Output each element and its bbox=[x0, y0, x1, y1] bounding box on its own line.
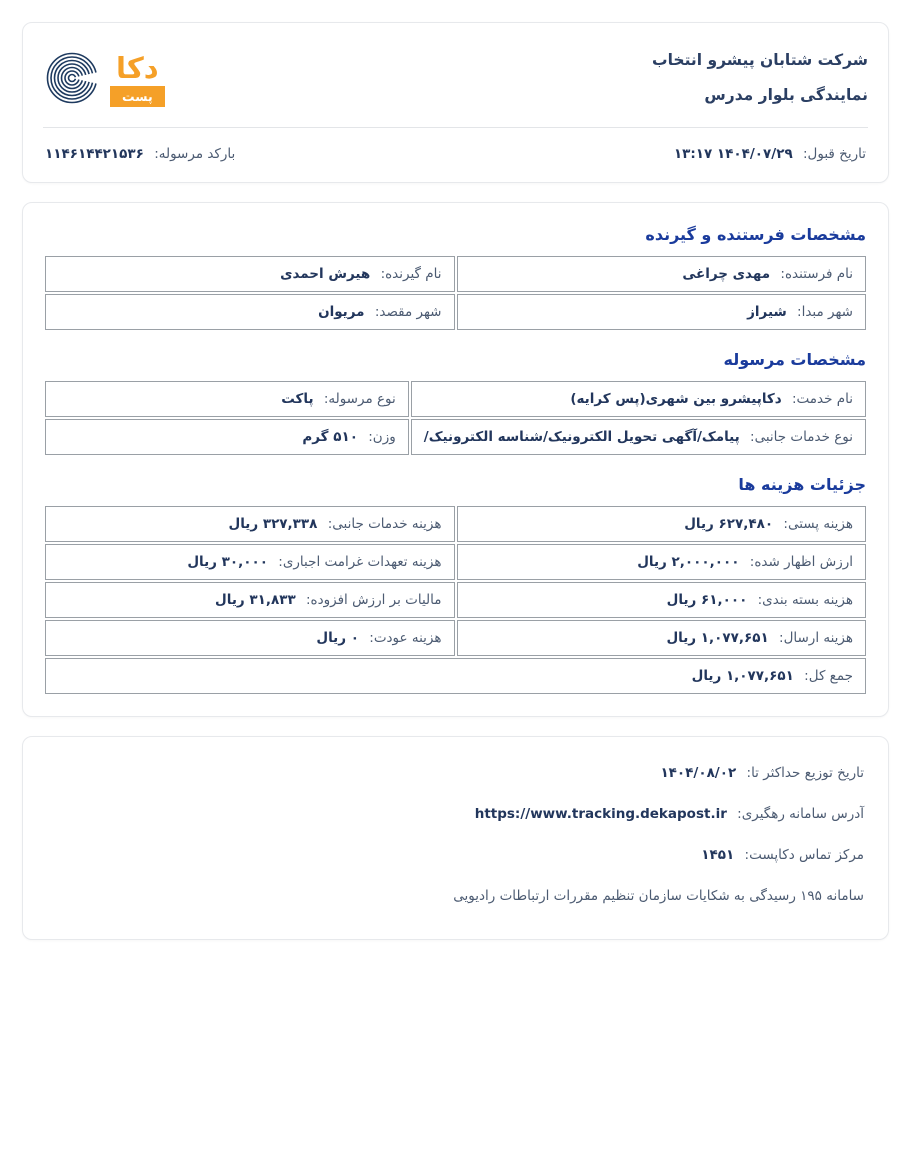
contact-center-line bbox=[47, 847, 864, 863]
grand-total-label: جمع کل: bbox=[804, 668, 853, 684]
vat-label: مالیات بر ارزش افزوده: bbox=[305, 592, 442, 608]
return-cost-cell bbox=[45, 620, 455, 656]
shipping-cost-cell bbox=[457, 620, 867, 656]
section-title-costs: جزئیات هزینه ها bbox=[738, 475, 866, 494]
tracking-url-label: آدرس سامانه رهگیری: bbox=[737, 806, 864, 822]
footer-card bbox=[22, 736, 889, 940]
table-row bbox=[45, 381, 866, 417]
max-delivery-date-label: تاریخ توزیع حداکثر تا: bbox=[746, 765, 864, 781]
declared-value-value: ۲,۰۰۰,۰۰۰ ریال bbox=[637, 554, 740, 570]
details-card bbox=[22, 202, 889, 717]
barcode-value: ۱۱۴۶۱۴۴۲۱۵۳۶ bbox=[45, 146, 144, 162]
grand-total-value: ۱,۰۷۷,۶۵۱ ریال bbox=[691, 668, 794, 684]
grand-total-cell bbox=[45, 658, 866, 694]
header-bottom-row bbox=[43, 128, 868, 172]
accept-date-value: ۱۴۰۴/۰۷/۲۹ ۱۳:۱۷ bbox=[673, 146, 793, 162]
company-agency: نمایندگی بلوار مدرس bbox=[704, 86, 868, 104]
receiver-name-value: هیرش احمدی bbox=[280, 266, 371, 282]
service-name-value: دکاپیشرو بین شهری(پس کرایه) bbox=[570, 391, 782, 407]
destination-city-value: مریوان bbox=[318, 304, 365, 320]
receiver-name-cell bbox=[45, 256, 455, 292]
receiver-name-label: نام گیرنده: bbox=[380, 266, 442, 282]
brand-text-deka: دکا bbox=[116, 51, 159, 86]
barcode-line bbox=[45, 146, 235, 162]
contact-center-label: مرکز تماس دکاپست: bbox=[744, 847, 864, 863]
dekapost-spiral-icon bbox=[43, 46, 107, 110]
header-top-row bbox=[43, 39, 868, 117]
vat-cell bbox=[45, 582, 455, 618]
destination-city-label: شهر مقصد: bbox=[374, 304, 442, 320]
complaints-system-line bbox=[47, 888, 864, 904]
section-title-sender-receiver: مشخصات فرستنده و گیرنده bbox=[645, 225, 866, 244]
accept-date-label: تاریخ قبول: bbox=[802, 146, 866, 162]
side-services-cost-label: هزینه خدمات جانبی: bbox=[327, 516, 442, 532]
sender-name-label: نام فرستنده: bbox=[780, 266, 853, 282]
compensation-cost-cell bbox=[45, 544, 455, 580]
sender-receiver-table bbox=[43, 254, 868, 332]
service-name-label: نام خدمت: bbox=[792, 391, 853, 407]
table-row-total bbox=[45, 658, 866, 694]
company-block bbox=[652, 43, 868, 113]
max-delivery-date-line bbox=[47, 765, 864, 781]
sender-name-value: مهدی چراغی bbox=[682, 266, 771, 282]
accept-date-line bbox=[674, 146, 866, 162]
brand-badge-post: پست bbox=[110, 86, 165, 107]
header-card bbox=[22, 22, 889, 183]
origin-city-value: شیراز bbox=[747, 304, 787, 320]
weight-cell bbox=[45, 419, 409, 455]
origin-city-label: شهر مبدا: bbox=[797, 304, 853, 320]
side-services-cost-value: ۳۲۷,۳۳۸ ریال bbox=[228, 516, 318, 532]
table-row bbox=[45, 620, 866, 656]
postal-cost-value: ۶۲۷,۴۸۰ ریال bbox=[684, 516, 774, 532]
section-title-parcel: مشخصات مرسوله bbox=[723, 350, 866, 369]
side-services-value: پیامک/آگهی تحویل الکترونیک/شناسه الکترونیک/ bbox=[423, 429, 740, 445]
return-cost-label: هزینه عودت: bbox=[369, 630, 442, 646]
parcel-type-cell bbox=[45, 381, 409, 417]
side-services-label: نوع خدمات جانبی: bbox=[750, 429, 853, 445]
receipt-page bbox=[22, 0, 889, 940]
parcel-type-value: پاکت bbox=[281, 391, 314, 407]
table-row bbox=[45, 582, 866, 618]
company-name: شرکت شتابان پیشرو انتخاب bbox=[652, 51, 868, 70]
destination-city-cell bbox=[45, 294, 455, 330]
postal-cost-label: هزینه پستی: bbox=[783, 516, 853, 532]
side-services-cell bbox=[411, 419, 866, 455]
tracking-url-value: https://www.tracking.dekapost.ir bbox=[474, 806, 727, 822]
contact-center-value: ۱۴۵۱ bbox=[701, 847, 735, 863]
sender-name-cell bbox=[457, 256, 867, 292]
packaging-cost-cell bbox=[457, 582, 867, 618]
shipping-cost-value: ۱,۰۷۷,۶۵۱ ریال bbox=[666, 630, 769, 646]
tracking-url-line bbox=[47, 806, 864, 822]
side-services-cost-cell bbox=[45, 506, 455, 542]
postal-cost-cell bbox=[457, 506, 867, 542]
weight-label: وزن: bbox=[368, 429, 396, 445]
costs-table bbox=[43, 504, 868, 696]
max-delivery-date-value: ۱۴۰۴/۰۸/۰۲ bbox=[660, 765, 737, 781]
dekapost-logo bbox=[43, 46, 165, 110]
declared-value-cell bbox=[457, 544, 867, 580]
table-row bbox=[45, 506, 866, 542]
shipping-cost-label: هزینه ارسال: bbox=[779, 630, 853, 646]
table-row bbox=[45, 544, 866, 580]
packaging-cost-value: ۶۱,۰۰۰ ریال bbox=[666, 592, 748, 608]
vat-value: ۳۱,۸۳۳ ریال bbox=[215, 592, 296, 608]
declared-value-label: ارزش اظهار شده: bbox=[749, 554, 853, 570]
service-name-cell bbox=[411, 381, 866, 417]
return-cost-value: ۰ ریال bbox=[316, 630, 359, 646]
table-row bbox=[45, 419, 866, 455]
weight-value: ۵۱۰ گرم bbox=[302, 429, 358, 445]
table-row bbox=[45, 256, 866, 292]
table-row bbox=[45, 294, 866, 330]
brand-column bbox=[110, 53, 165, 106]
compensation-cost-label: هزینه تعهدات غرامت اجباری: bbox=[278, 554, 442, 570]
complaints-system-text: سامانه ۱۹۵ رسیدگی به شکایات سازمان تنظیم مقررات ارتباطات رادیویی bbox=[453, 888, 864, 904]
origin-city-cell bbox=[457, 294, 867, 330]
packaging-cost-label: هزینه بسته بندی: bbox=[757, 592, 853, 608]
barcode-label: بارکد مرسوله: bbox=[154, 146, 236, 162]
compensation-cost-value: ۳۰,۰۰۰ ریال bbox=[187, 554, 268, 570]
parcel-table bbox=[43, 379, 868, 457]
parcel-type-label: نوع مرسوله: bbox=[323, 391, 396, 407]
